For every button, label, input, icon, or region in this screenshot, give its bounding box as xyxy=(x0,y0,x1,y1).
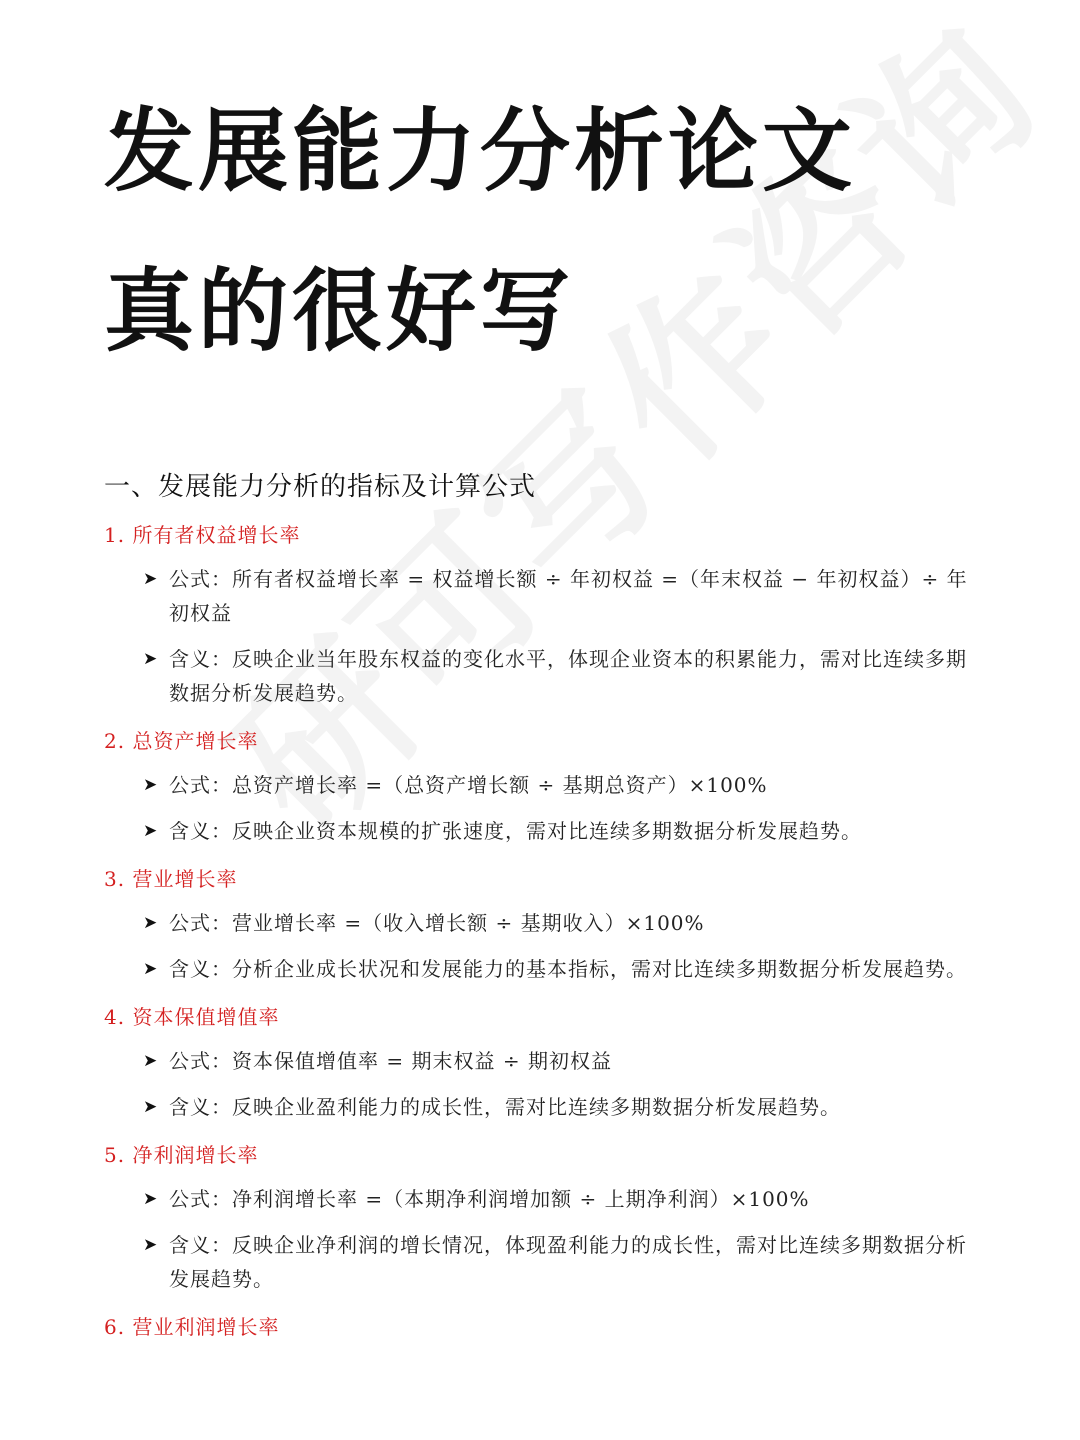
arrow-icon: ➤ xyxy=(143,569,159,589)
meaning-text: 含义：分析企业成长状况和发展能力的基本指标，需对比连续多期数据分析发展趋势。 xyxy=(169,957,967,981)
meaning-bullet xyxy=(0,642,979,710)
arrow-icon: ➤ xyxy=(143,821,159,841)
arrow-icon: ➤ xyxy=(143,1189,159,1209)
meaning-bullet xyxy=(0,1090,979,1124)
indicator-item xyxy=(0,1136,1080,1296)
indicator-item xyxy=(0,516,1080,710)
indicator-item xyxy=(0,1308,1080,1346)
formula-text: 公式：所有者权益增长率 = 权益增长额 ÷ 年初权益 =（年末权益 − 年初权益）÷ 年初权益 xyxy=(169,567,968,625)
meaning-text: 含义：反映企业盈利能力的成长性，需对比连续多期数据分析发展趋势。 xyxy=(169,1095,841,1119)
arrow-icon: ➤ xyxy=(143,775,159,795)
arrow-icon: ➤ xyxy=(143,1235,159,1255)
arrow-icon: ➤ xyxy=(143,1051,159,1071)
indicator-item xyxy=(0,722,1080,848)
meaning-text: 含义：反映企业净利润的增长情况，体现盈利能力的成长性，需对比连续多期数据分析发展趋势。 xyxy=(169,1233,967,1291)
indicator-title: 5. 净利润增长率 xyxy=(104,1143,259,1167)
title-line-2: 真的很好写 xyxy=(104,259,574,364)
indicator-title: 3. 营业增长率 xyxy=(104,867,238,891)
meaning-bullet xyxy=(0,952,979,986)
arrow-icon: ➤ xyxy=(143,1097,159,1117)
indicator-title: 4. 资本保值增值率 xyxy=(104,1005,280,1029)
meaning-text: 含义：反映企业当年股东权益的变化水平，体现企业资本的积累能力，需对比连续多期数据分析发展趋势。 xyxy=(169,647,967,705)
indicator-item xyxy=(0,998,1080,1124)
formula-bullet xyxy=(0,1182,979,1216)
formula-text: 公式：资本保值增值率 = 期末权益 ÷ 期初权益 xyxy=(169,1049,612,1073)
formula-bullet xyxy=(0,1044,979,1078)
formula-text: 公式：营业增长率 =（收入增长额 ÷ 基期收入）×100% xyxy=(169,911,705,935)
indicator-list xyxy=(0,516,1080,1354)
arrow-icon: ➤ xyxy=(143,959,159,979)
formula-text: 公式：总资产增长率 =（总资产增长额 ÷ 基期总资产）×100% xyxy=(169,773,768,797)
formula-bullet xyxy=(0,562,979,630)
formula-bullet xyxy=(0,906,979,940)
indicator-title: 6. 营业利润增长率 xyxy=(104,1315,280,1339)
indicator-title: 2. 总资产增长率 xyxy=(104,729,259,753)
meaning-bullet xyxy=(0,1228,979,1296)
arrow-icon: ➤ xyxy=(143,913,159,933)
formula-text: 公式：净利润增长率 =（本期净利润增加额 ÷ 上期净利润）×100% xyxy=(169,1187,810,1211)
meaning-text: 含义：反映企业资本规模的扩张速度，需对比连续多期数据分析发展趋势。 xyxy=(169,819,862,843)
arrow-icon: ➤ xyxy=(143,649,159,669)
meaning-bullet xyxy=(0,814,979,848)
title-line-1: 发展能力分析论文 xyxy=(104,99,856,204)
page-title xyxy=(104,72,856,392)
indicator-item xyxy=(0,860,1080,986)
section-heading: 一、发展能力分析的指标及计算公式 xyxy=(104,472,537,502)
formula-bullet xyxy=(0,768,979,802)
indicator-title: 1. 所有者权益增长率 xyxy=(104,523,301,547)
